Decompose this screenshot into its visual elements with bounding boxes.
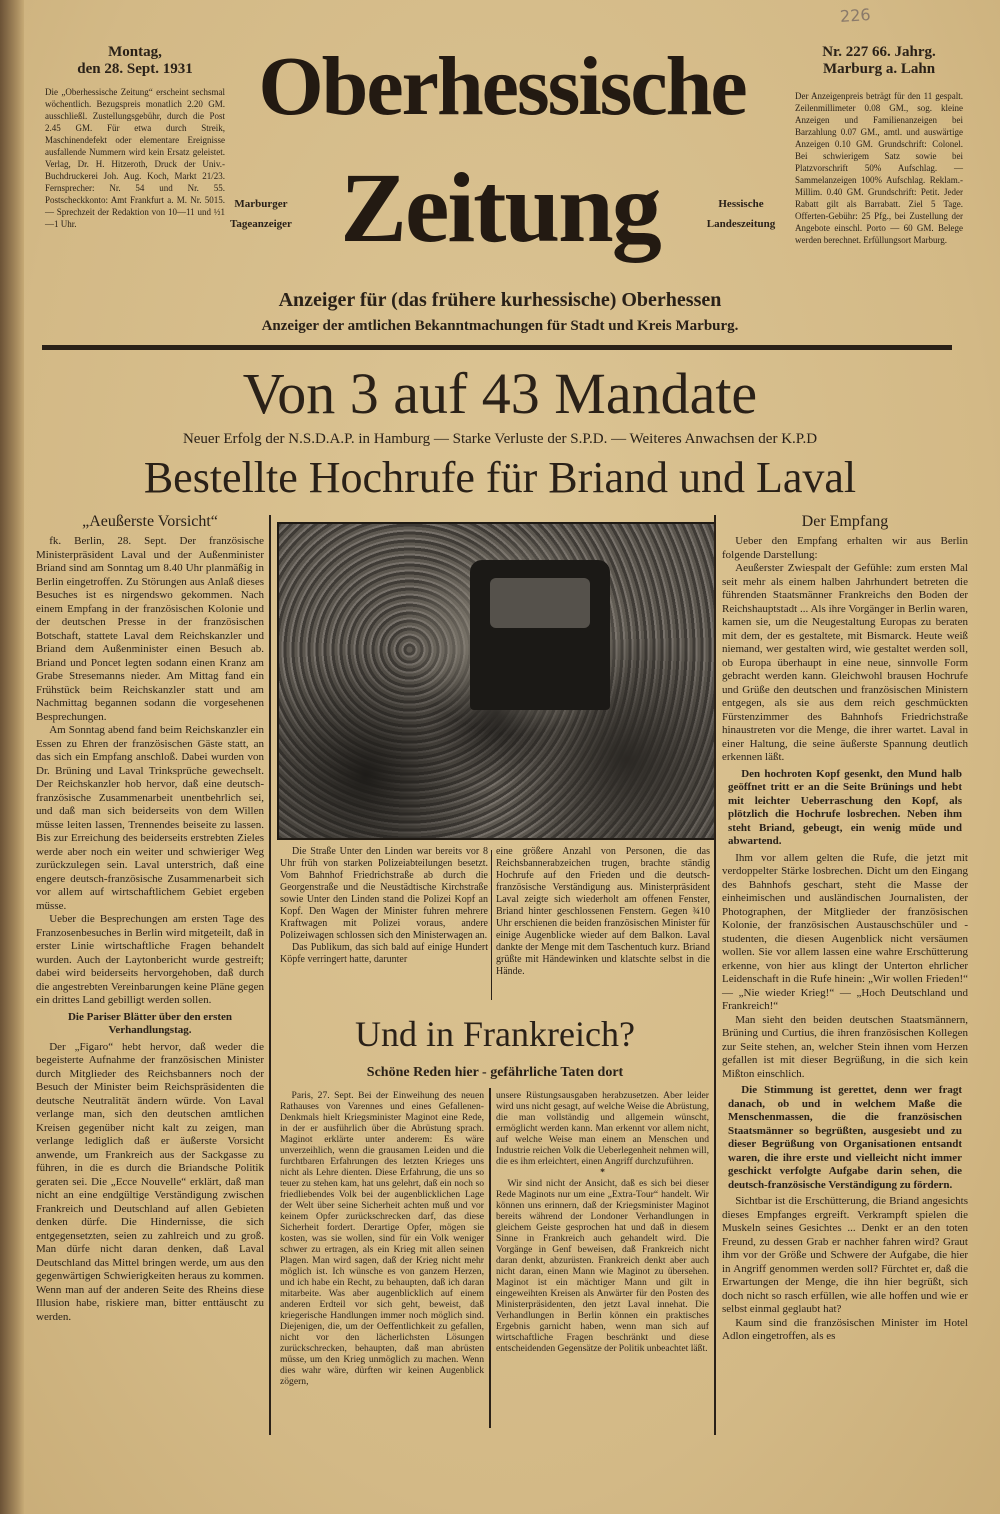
- issue-block: [795, 44, 963, 246]
- paragraph: Die Straße Unter den Linden war bereits vor 8 Uhr früh von starken Polizeiabteilungen besetzt. Vom Bahnhof Friedrichstraße ab durch die Georgenstraße und die Neustädtische Kirchstraße sowie Unter den Linden stand die Polizei Kopf an Kopf. Den Wagen der Minister fuhren mehrere Kraftwagen mit Polizei voraus, andere Polizeiwagen schlossen sich den Ministerwagen an.: [280, 846, 488, 941]
- masthead-title-line1: Oberhessische: [258, 40, 746, 133]
- france-headline: Und in Frankreich?: [355, 1014, 635, 1054]
- paragraph: eine größere Anzahl von Personen, die das Reichsbannerabzeichen trugen, brachte ständig Hochrufe auf den Frieden und die deutsch-französische Verständigung aus. Ministerpräsident Laval zeigte sich wiederholt am offenen Fenster, Briand hinter geschlossenen Fenstern. Gegen ¾10 Uhr erschienen die beiden französischen Minister für einige Augenblicke wieder auf dem Balkon. Laval dankte der Menge mit dem Taschentuch kurz. Briand grüßte mit Händewinken und klatschte selbst in die Hände.: [496, 846, 710, 977]
- france-col-2: [496, 1090, 709, 1354]
- paragraph: Ihm vor allem gelten die Rufe, die jetzt mit verdoppelter Stärke losbrechen. Dicht um den Eingang des Bahnhofs geschart, steht die Masse der einheimischen und ausländischen Journalisten, der Photographen, der Mitglieder der französischen Kolonie, der französischen Austauschschüler und -studenten, die diesen Augenblick nicht versäumen wollen. Sie vor allem lassen eine wahre Erschütterung erkenne, von hier aus klingt der Unterton ehrlicher Leidenschaft in die Rufe hinein: „Wir wollen Frieden!“ — „Nie wieder Krieg!“ — „Hoch Deutschland und Frankreich!“: [722, 851, 968, 1012]
- advert-info: Der Anzeigenpreis beträgt für den 11 gespalt. Zeilenmillimeter 0.08 GM., sog. kleine Anzeigen und Familienanzeigen bei Barzahlung 0.07 GM., amtl. und auswärtige Anzeigen 0.10 GM. Grundschrift: Colonel. Bei schwierigem Satz sowie bei Platzvorschrift 50% Aufschlag. — Sammelanzeigen 100% Aufschlag. Reklam.-Millim. 0.40 GM. Grundschrift: Petit. Jeder Rabatt gilt als Barrabatt. Ziel 5 Tage. Offerten-Gebühr: 25 Pfg., bei Zustellung der Angebote einschl. Porto — 60 GM. Belege werden berechnet. Erfüllungsort Marburg.: [795, 91, 963, 245]
- france-col-1: [280, 1090, 484, 1387]
- date-weekday: Montag,: [108, 44, 162, 60]
- side-label-line: Landeszeitung: [706, 218, 776, 230]
- paragraph: Sichtbar ist die Erschütterung, die Briand angesichts dieses Empfanges ergreift. Verkrampft spielen die Muskeln seines Gesichtes ... Denkt er an den toten Freund, zu dessen Grab er nachher fahren wird? Graut ihm vor der Größe und Schwere der Aufgabe, die hier in Angriff genommen werden soll? Fürchtet er, daß die Erwartungen der Menge, die ihn hier begrüßt, sich doch nicht so rasch erfüllen, wie alle hoffen und wie er selbst einmal geglaubt hat?: [722, 1195, 968, 1315]
- subheading: Die Pariser Blätter über den ersten Verhandlungstag.: [67, 1010, 233, 1036]
- date-block: [45, 44, 225, 230]
- left-side-label: [218, 194, 304, 234]
- paragraph: Der „Figaro“ hebt hervor, daß weder die begeisterte Aufnahme der französischen Minister durch Mitglieder des Reichsbanners noch der Besuch der Minister beim Reichspräsidenten die deutsche Neutralität ändern würde. Von Laval verlange man, sich den deutschen amtlichen Kreisen gegenüber nicht kalt zu zeigen, man verlange lediglich daß er äußerste Vorsicht anwende, um Frankreich aus der Sackgasse zu führen, in die es durch die Briandsche Politik geraten sei. Die „Ecce Nouvelle“ erklärt, daß man nicht an eine endgültige Verständigung zwischen Frankreich und Deutschland auf allen Gebieten denken dürfe. Die Hindernisse, die sich entgegensetzten, seien zu zahlreich und zu groß. Man dürfe nicht daran denken, daß Laval Deutschland das Mittel bringen werde, um aus den gegenwärtigen Schwierigkeiten heraus zu kommen. Wenn man auf der anderen Seite des Rheins diese Illusion habe, riskiere man, bitter enttäuscht zu werden.: [36, 1040, 264, 1323]
- side-label-line: Tageanzeiger: [230, 218, 292, 230]
- column-divider: [269, 515, 271, 1435]
- paragraph: Wir sind nicht der Ansicht, daß es sich bei dieser Rede Maginots nur um eine „Extra-Tour“ handelt. Wir können uns erinnern, daß der Kriegsminister Maginot bereits während der Londoner Verhandlungen in gleichem Geiste gesprochen hat und daß in diesem Sinne in Frankreich auch gehandelt wird. Die Vorgänge in Genf beweisen, daß Frankreich nicht daran denkt, abzurüsten. Frankreich denkt aber auch nicht daran, einen Mann wie Maginot zu übersehen. Maginot ist ein mächtiger Mann und gilt in eingeweihten Kreisen als Anwärter für den Posten des Ministerpräsidenten, den jetzt Laval innehat. Die Verhandlungen in Berlin können ein praktisches Ergebnis garnicht haben, wenn man sich auf wirtschaftliche Fragen beschränkt und diese entscheidenden Gegensätze der Politik unbeachtet läßt.: [496, 1178, 709, 1354]
- main-headline: Von 3 auf 43 Mandate: [242, 361, 758, 426]
- date-full: den 28. Sept. 1931: [77, 61, 193, 77]
- center-col-2: [496, 846, 710, 978]
- paragraph: Am Sonntag abend fand beim Reichskanzler ein Essen zu Ehren der französischen Gäste statt, an das sich ein Empfang anschloß. Dabei wurden von Dr. Brüning und Laval Trinksprüche gewechselt. Der Reichskanzler hob hervor, daß eine deutsch-französische Zusammenarbeit unentbehrlich sei, und daß man sich beiderseits von dem Willen müsse leiten lassen, Trennendes beiseite zu lassen. Bis zur Erreichung des beiderseits erstrebten Zieles werde aber noch ein weiter und schwieriger Weg zurückzulegen sein. Laval unterstrich, daß eine engere deutsch-französische Zusammenarbeit sich vor allem auf wirtschaftlichem Gebiet ergeben müsse.: [36, 724, 264, 912]
- photo-car-window: [490, 578, 590, 628]
- paragraph: Ueber den Empfang erhalten wir aus Berlin folgende Darstellung:: [722, 535, 968, 561]
- paragraph: fk. Berlin, 28. Sept. Der französische Ministerpräsident Laval und der Außenminister Briand sind am Sonntag um 8.40 Uhr planmäßig in Berlin eingetroffen. Zu Störungen aus Anlaß dieses Besuches ist es nirgendswo gekommen. Nach einem Empfang in der französischen Kolonie und der deutschen Presse in der französischen Botschaft, stattete Laval dem Reichskanzler und Briand dem Außenminister einen Besuch ab. Briand und Poncet legten sodann einen Kranz am Grabe Stresemanns nieder. Am Mittag fand ein Frühstück beim Reichskanzler statt und am Nachmittag begannen sodann die vorgesehenen Besprechungen.: [36, 535, 264, 723]
- column-divider: [491, 850, 492, 1000]
- article-title: „Aeußerste Vorsicht“: [82, 513, 218, 530]
- paragraph: Ueber die Besprechungen am ersten Tage des Franzosenbesuches in Berlin wird mitgeteilt, daß in erster Linie wirtschaftliche Fragen behandelt wurden. Auch der Laytonbericht wurde gestreift; dabei wird beiderseits hervorgehoben, daß durch die angestrebten Vereinbarungen keine Pläne gegen ein drittes Land gebilligt werden sollen.: [36, 913, 264, 1006]
- side-label-line: Marburger: [234, 198, 288, 210]
- bold-paragraph: Den hochroten Kopf gesenkt, den Mund halb geöffnet tritt er an die Seite Brünings und hebt mit leichter Ueberraschung den Kopf, als plötzlich die Hochrufe losbrechen. Neben ihm steht Briand, gebeugt, ein wenig müde und abwartend.: [728, 767, 962, 847]
- masthead-subtitle-2: Anzeiger der amtlichen Bekanntmachungen für Stadt und Kreis Marburg.: [261, 318, 739, 334]
- paragraph: Paris, 27. Sept. Bei der Einweihung des neuen Rathauses von Varennes und eines Gefallenen-Denkmals hielt Kriegsminister Maginot eine Rede, in der er ausführlich über die Abrüstung sprach. Maginot erklärte unter anderem: Es wäre unverzeihlich, wenn die grausamen Leiden und die furchtbaren Erfahrungen des letzten Krieges uns nicht als Lehre dienten. Diese Erfahrung, die uns so teuer zu stehen kam, hat uns gelehrt, daß ein noch so friedliebendes Volk bei der augenblicklichen Lage der Welt über seine Sicherheit achten muß und vor keinem Opfer zurückschrecken darf, das diese Sicherheit fordert. Derartige Opfer, mögen sie kosten, was sie wollen, sind für ein Volk weniger schwer zu ertragen, als ein Krieg mit allen seinen Plagen. Man wird sagen, daß der Krieg nicht mehr möglich ist. Ich wünsche es von ganzem Herzen, und ich habe ein Recht, zu behaupten, daß ich daran mitarbeite. Was aber augenblicklich auf einem anderen Erdteil vor sich geht, beweist, daß kriegerische Handlungen immer noch möglich sind. Diejenigen, die, um der Oeffentlichkeit zu gefallen, nicht vor den lächerlichsten Lösungen zurückschrecken, behaupten, daß man abrüsten müsse, um den Krieg unmöglich zu machen. Wenn dies wahr wäre, dürften wir keinen Augenblick zögern,: [280, 1090, 484, 1387]
- paragraph: Aeußerster Zwiespalt der Gefühle: zum ersten Mal seit mehr als einem halben Jahrhundert betreten die führenden Staatsmänner Frankreichs den Boden der Reichshauptstadt ... Als ihre Vorgänger in Berlin waren, kamen sie, um die Neugestaltung Europas zu beraten mit dem, der es gestaltete, mit Bismarck. Heute weiß niemand, wer gestalten wird, wie gestaltet werden soll, ob Europa überhaupt in eine neue, sinnvolle Form gebracht werden kann. Gleichwohl brausen Hochrufe und Grüße den deutschen und französischen Ministern entgegen, als sie aus dem reich geschmückten Fürstenzimmer des Bahnhofs Friedrichstraße hinaustreten vor die Menge, die ihrer wartet. Laval in einer Haltung, die seine äußerste Spannung deutlich erkennen läßt.: [722, 562, 968, 763]
- masthead-subtitle: Anzeiger für (das frühere kurhessische) Oberhessen: [278, 289, 722, 311]
- second-headline: Bestellte Hochrufe für Briand und Laval: [143, 453, 857, 502]
- center-col-1: [280, 846, 488, 966]
- paragraph: unsere Rüstungsausgaben herabzusetzen. Aber leider wird uns nicht gesagt, auf welche Weise die Abrüstung, die man vollständig und allgemein wünscht, ermöglicht werden kann. Man erkennt vor allem nicht, auf welche Weise man einem an Menschen und Industrie reichen Volk die Ueberlegenheit nehmen will, die es ihm erleichtert, einen Angriff durchzuführen.: [496, 1090, 709, 1167]
- left-article: [36, 512, 264, 1324]
- right-side-label: [698, 194, 784, 234]
- handwritten-note: 226: [839, 4, 872, 27]
- side-label-line: Hessische: [718, 198, 764, 210]
- bold-paragraph: Die Stimmung ist gerettet, denn wer fragt danach, ob und in welchem Maße die Menschenmassen, die die französischen Staatsmänner so begrüßten, ausgesiebt und zu dieser Begrüßung von Organisationen entsandt waren, die ihre erste und vielleicht nicht immer geschickt verfolgte Aufgabe darin sehen, die deutsch-französische Verständigung zu fördern.: [728, 1084, 962, 1191]
- separator-asterisk: *: [600, 1167, 605, 1178]
- subscription-info: Die „Oberhessische Zeitung“ erscheint sechsmal wöchentlich. Bezugspreis monatlich 2.20 GM. ausschließl. Zustellungsgebühr, durch die Post 2.45 GM. Für etwa durch Streik, Maschinendefekt oder elementare Ereignisse ausfallende Nummern wird kein Ersatz geleistet. Verlag, Dr. H. Hitzeroth, Druck der Univ.-Buchdruckerei Joh. Aug. Koch, Markt 21/23. Fernsprecher: Nr. 54 und Nr. 55. Postscheckkonto: Amt Frankfurt a. M. Nr. 5015. — Sprechzeit der Redaktion von 10—11 und ½1—1 Uhr.: [45, 87, 225, 229]
- paragraph: Das Publikum, das sich bald auf einige Hundert Köpfe verringert hatte, darunter: [280, 942, 488, 965]
- right-article: [722, 512, 968, 1344]
- column-divider: [489, 1088, 491, 1428]
- masthead-title-line2: Zeitung: [340, 152, 660, 263]
- france-subheadline: Schöne Reden hier - gefährliche Taten dort: [366, 1065, 624, 1080]
- issue-place: Marburg a. Lahn: [822, 61, 936, 77]
- adjacent-page-edge: [0, 0, 24, 1514]
- paragraph: Kaum sind die französischen Minister im Hotel Adlon eingetroffen, als es: [722, 1316, 968, 1342]
- issue-number: Nr. 227 66. Jahrg.: [822, 44, 936, 60]
- masthead-rule: [42, 345, 952, 350]
- article-title: Der Empfang: [801, 513, 889, 530]
- main-subheadline: Neuer Erfolg der N.S.D.A.P. in Hamburg — Starke Verluste der S.P.D. — Weiteres Anwachsen der K.P.D: [182, 431, 818, 447]
- paragraph: Man sieht den beiden deutschen Staatsmännern, Brüning und Curtius, die ihren französischen Kollegen zur Seite stehen, an, welcher Stein ihnen vom Herzen gefallen ist mit dieser Begrüßung, in die sich kein Mißton einschlich.: [722, 1013, 968, 1080]
- column-divider: [714, 515, 716, 1435]
